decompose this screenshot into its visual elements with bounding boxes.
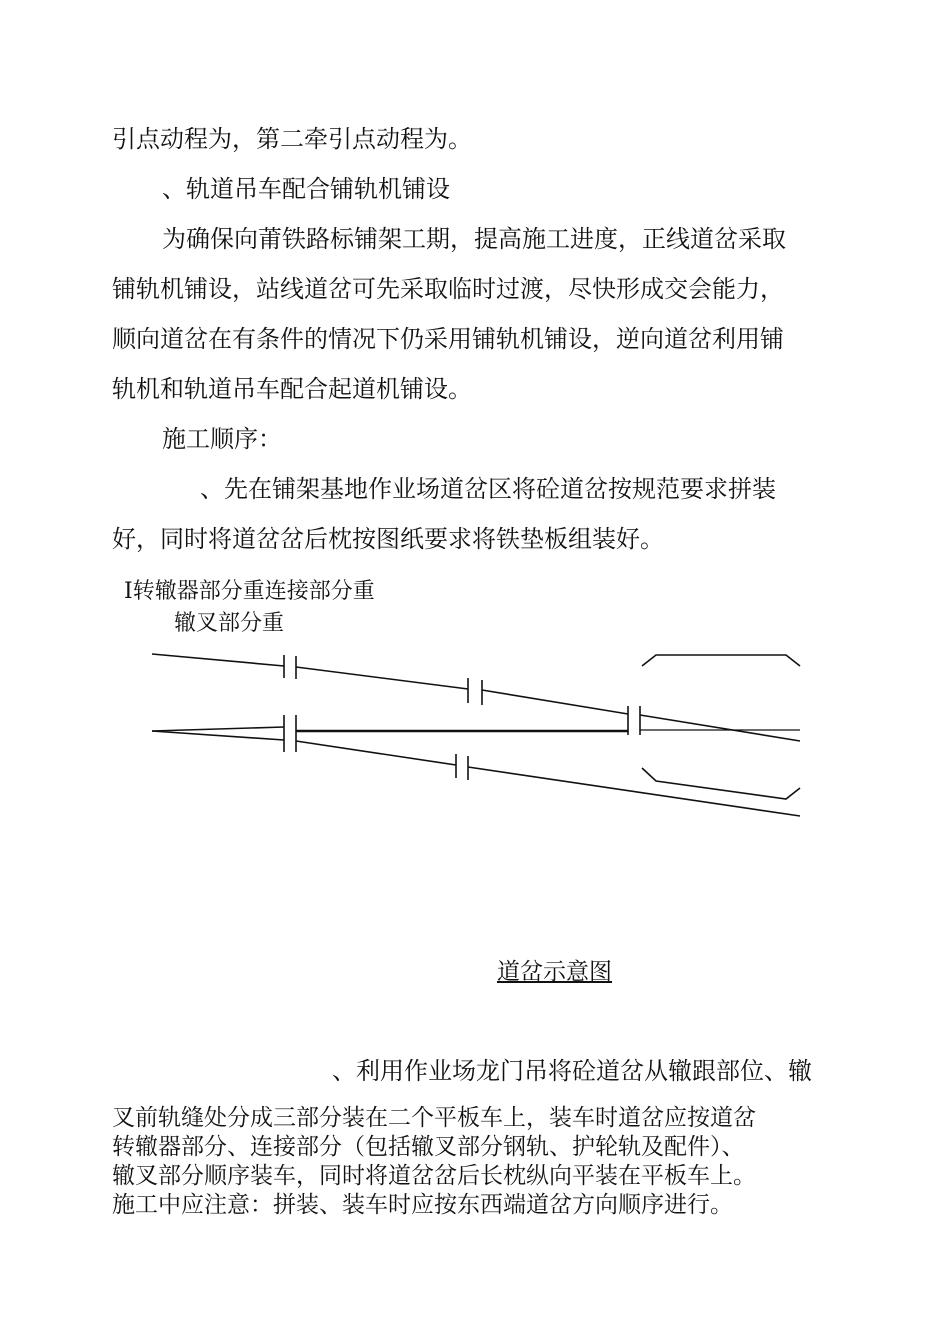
rail-line <box>296 741 456 765</box>
rail-line <box>482 690 628 714</box>
paragraph-line: 施工顺序： <box>162 425 282 453</box>
switch-rail <box>152 727 284 731</box>
paragraph-line: 叉前轨缝处分成三部分装在二个平板车上，装车时道岔应按道岔 <box>112 1105 756 1131</box>
rail-line <box>468 767 800 816</box>
paragraph-line: 、先在铺架基地作业场道岔区将砼道岔按规范要求拼装 <box>200 475 776 503</box>
paragraph-line: 好，同时将道岔岔后枕按图纸要求将铁垫板组装好。 <box>112 525 664 553</box>
paragraph-line: 轨机和轨道吊车配合起道机铺设。 <box>112 375 472 403</box>
rail-line <box>152 654 284 666</box>
rail-line <box>640 715 800 741</box>
paragraph-line: 顺向道岔在有条件的情况下仍采用铺轨机铺设，逆向道岔利用铺 <box>112 325 784 353</box>
figure-title: 道岔示意图 <box>497 959 612 985</box>
figure-label: 辙叉部分重 <box>174 611 285 636</box>
paragraph-line: 引点动程为，第二牵引点动程为。 <box>112 125 472 153</box>
paragraph-line: 为确保向莆铁路标铺架工期，提高施工进度，正线道岔采取 <box>162 225 786 253</box>
section-heading: 、轨道吊车配合铺轨机铺设 <box>162 175 450 203</box>
paragraph-line: 转辙器部分、连接部分（包括辙叉部分钢轨、护轮轨及配件）、 <box>112 1134 745 1160</box>
figure-label: I转辙器部分重连接部分重 <box>124 579 375 604</box>
paragraph-line: 施工中应注意：拼装、装车时应按东西端道岔方向顺序进行。 <box>112 1192 733 1218</box>
paragraph-line: 、利用作业场龙门吊将砼道岔从辙跟部位、辙 <box>332 1057 812 1085</box>
rail-line <box>296 667 468 689</box>
switch-rail <box>152 731 284 740</box>
paragraph-line: 辙叉部分顺序装车，同时将道岔岔后长枕纵向平装在平板车上。 <box>112 1163 756 1189</box>
guard-rail <box>642 768 800 799</box>
paragraph-line: 铺轨机铺设，站线道岔可先采取临时过渡，尽快形成交会能力， <box>112 275 784 303</box>
guard-rail <box>642 655 800 666</box>
